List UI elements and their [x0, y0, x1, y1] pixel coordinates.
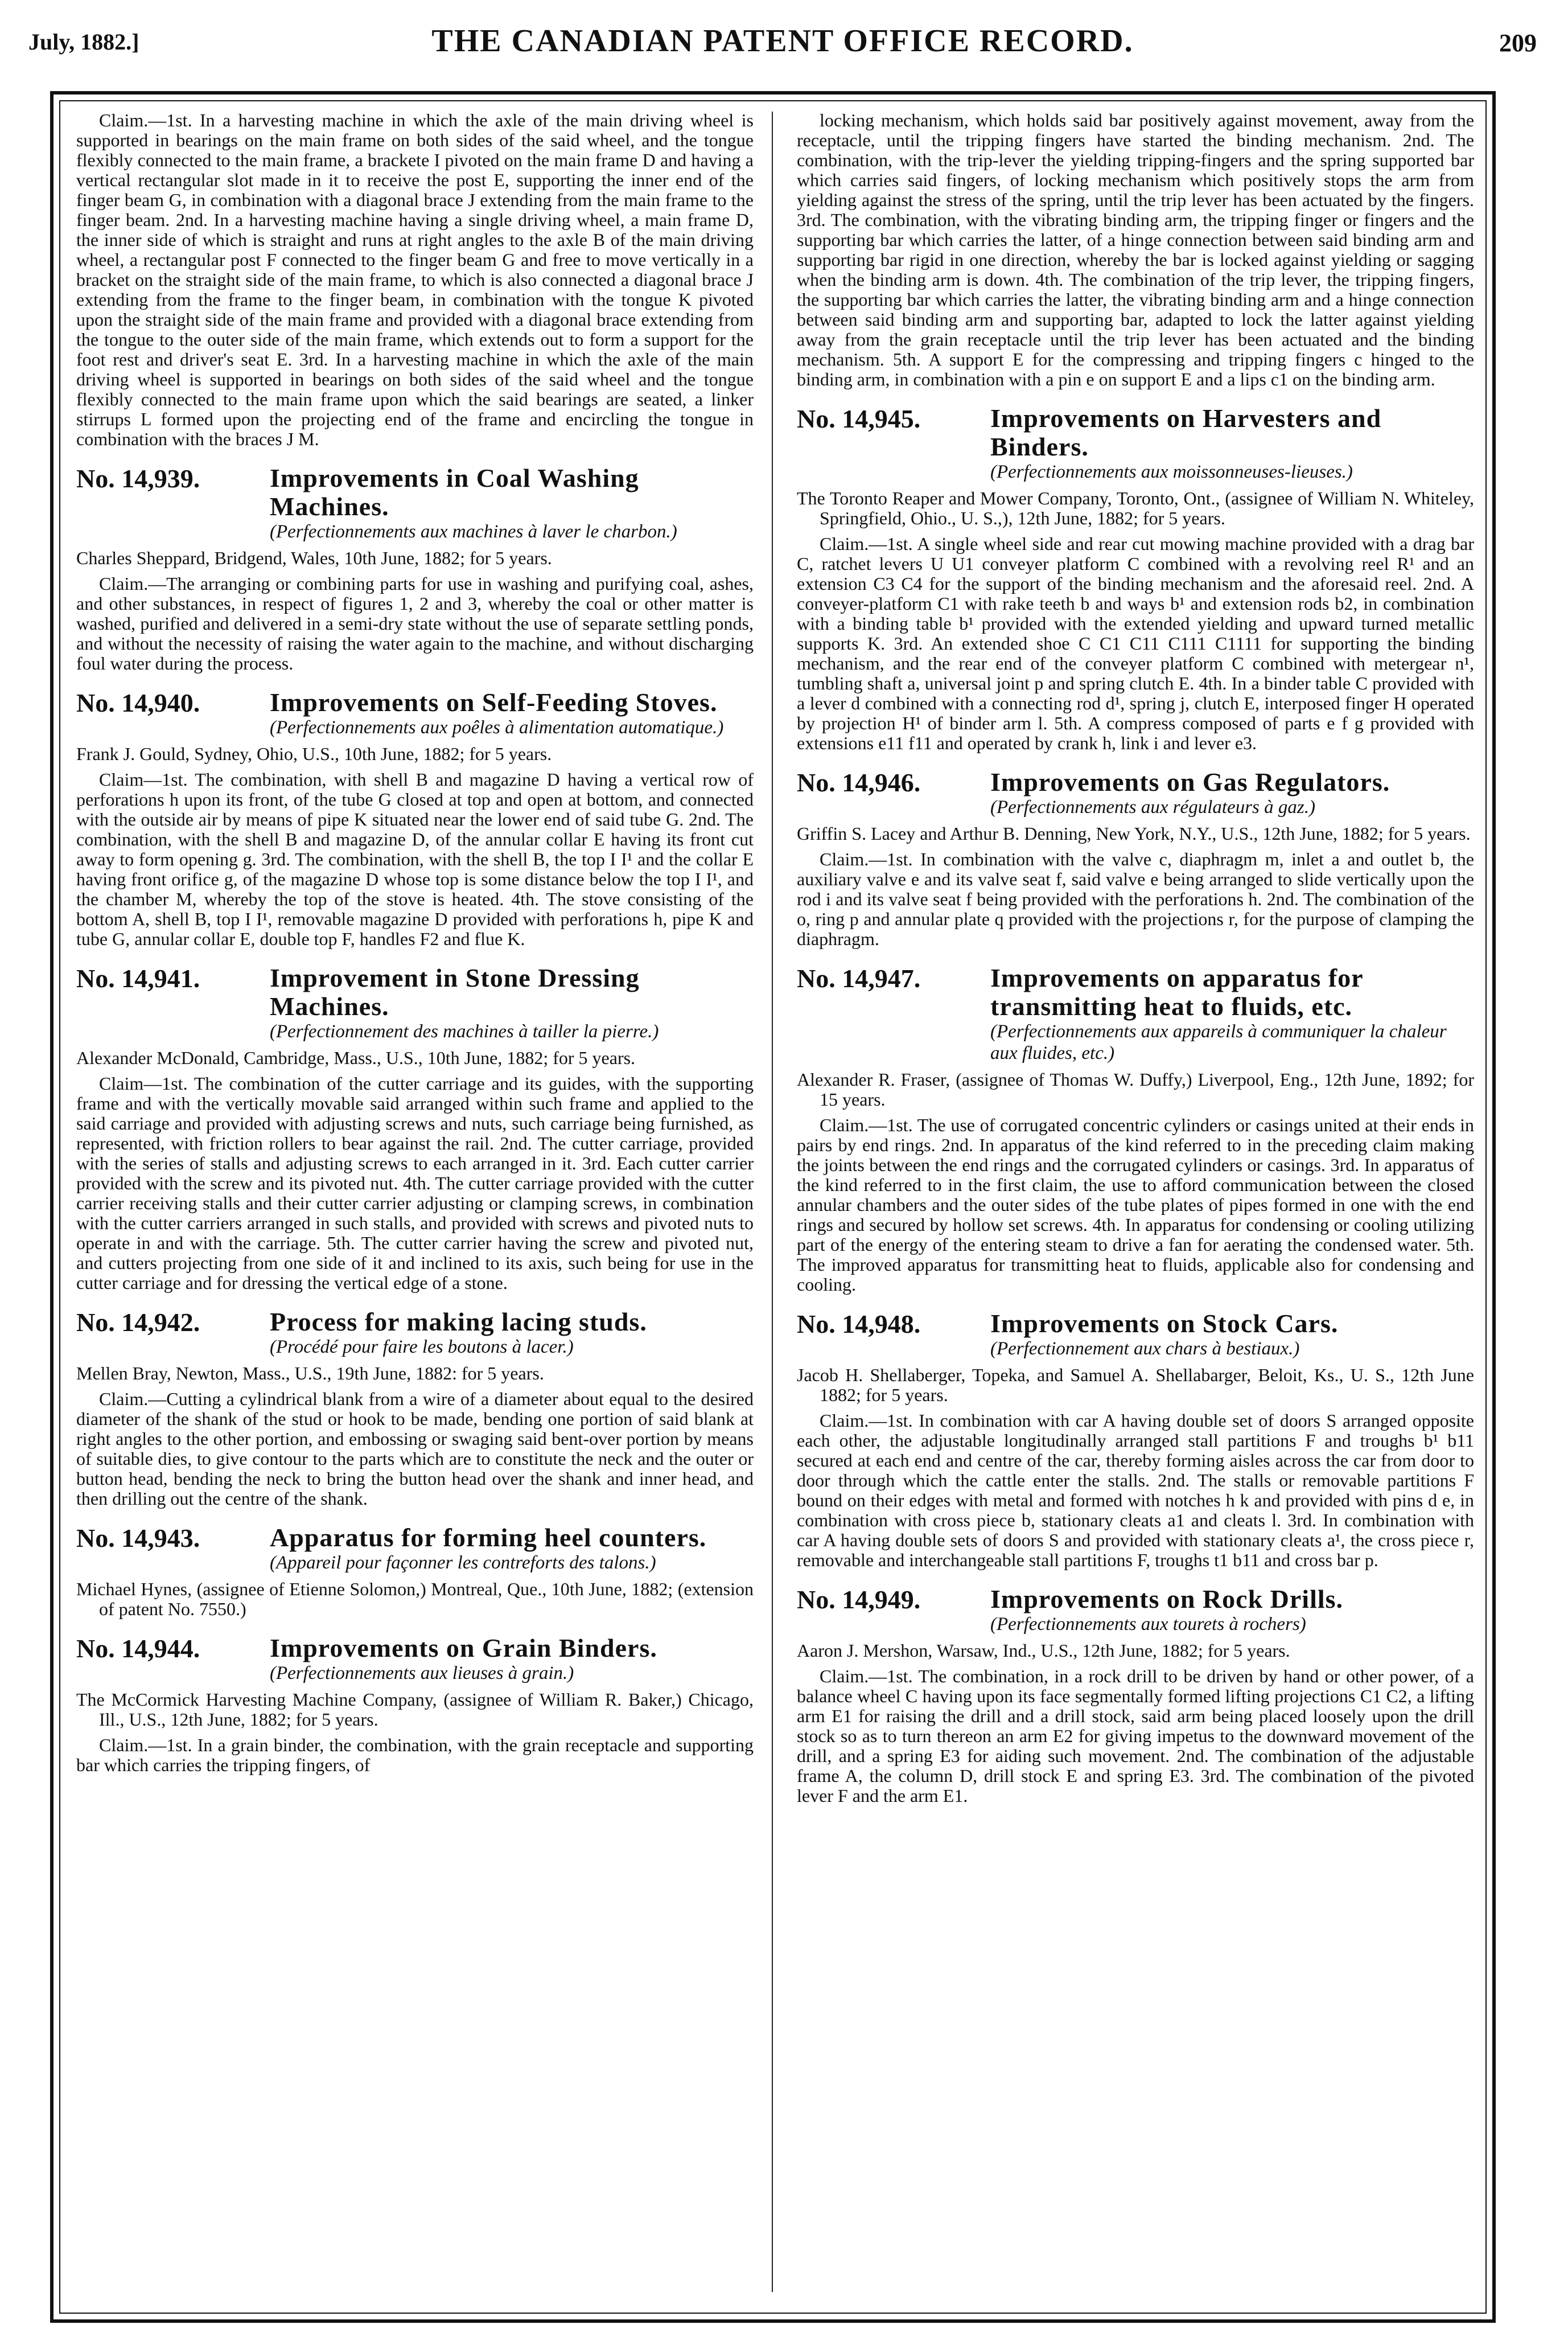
patent-title: Process for making lacing studs. — [270, 1307, 647, 1336]
claim-text: Claim.—1st. The combination, in a rock drill to be driven by hand or other power, of a balance wheel C having upon its face segmentally formed lifting projections C1 C2, a lifting arm E1 for raising the drill and a drill stock, said arm being placed loosely upon the drill stock so as to turn thereon an arm E2 for giving impetus to the downward movement of the drill, and a spring E3 for aiding such movement. 2nd. The combination of the adjustable frame A, the column D, drill stock E and spring E3. 3rd. The combination of the pivoted lever F and the arm E1. — [797, 1666, 1474, 1806]
patent-entry — [797, 1585, 1474, 1806]
patent-title: Improvements on Stock Cars. — [990, 1309, 1339, 1338]
patent-title: Improvements on apparatus for transmitting heat to fluids, etc. — [990, 963, 1363, 1021]
entry-heading — [76, 1523, 754, 1574]
entry-heading — [797, 1585, 1474, 1635]
entry-heading — [76, 688, 754, 738]
applicant-info: Michael Hynes, (assignee of Etienne Solomon,) Montreal, Que., 10th June, 1882; (extension of patent No. 7550.) — [76, 1579, 754, 1619]
patent-entry — [76, 688, 754, 949]
patent-entry — [797, 768, 1474, 949]
page-number: 209 — [1499, 29, 1537, 57]
applicant-info: Aaron J. Mershon, Warsaw, Ind., U.S., 12th June, 1882; for 5 years. — [797, 1640, 1290, 1661]
french-title: (Perfectionnements aux lieuses à grain.) — [270, 1663, 574, 1683]
entry-heading — [797, 768, 1474, 818]
patent-number: No. 14,948. — [797, 1309, 921, 1338]
claim-text: Claim.—The arranging or combining parts for use in washing and purifying coal, ashes, and other substances, in respect of figures 1, 2 and 3, whereby the coal or other matter is washed, purified and delivered in a semi-dry state without the use of separate settling ponds, and without the necessity of raising the water again to the machine, and without discharging foul water during the process. — [76, 573, 754, 674]
applicant-info: Frank J. Gould, Sydney, Ohio, U.S., 10th June, 1882; for 5 years. — [76, 744, 552, 764]
right-entries — [797, 404, 1474, 1806]
applicant-info: Jacob H. Shellaberger, Topeka, and Samuel A. Shellabarger, Beloit, Ks., U. S., 12th June 1882; for 5 years. — [797, 1365, 1474, 1405]
applicant-info: Mellen Bray, Newton, Mass., U.S., 19th June, 1882: for 5 years. — [76, 1363, 544, 1383]
title-block — [990, 1585, 1474, 1635]
patent-title: Improvement in Stone Dressing Machines. — [270, 963, 640, 1021]
entry-heading — [76, 1634, 754, 1684]
title-block — [270, 1523, 754, 1574]
applicant-info: The McCormick Harvesting Machine Company, (assignee of William R. Baker,) Chicago, Ill., U.S., 12th June, 1882; for 5 years. — [76, 1689, 754, 1730]
patent-number: No. 14,946. — [797, 768, 921, 797]
publication-title: THE CANADIAN PATENT OFFICE RECORD. — [431, 23, 1134, 59]
patent-entry — [76, 1523, 754, 1619]
applicant-info: The Toronto Reaper and Mower Company, Toronto, Ont., (assignee of William N. Whiteley, Springfield, Ohio., U. S.,), 12th June, 1882; for 5 years. — [797, 488, 1474, 528]
title-block — [990, 768, 1474, 818]
entry-heading — [76, 1308, 754, 1358]
continued-claim: locking mechanism, which holds said bar positively against movement, away from the receptacle, until the tripping fingers have started the binding mechanism. 2nd. The combination, with the trip-lever the yielding tripping-fingers and the spring supported bar which carries said fingers, of locking mechanism which positively stops the arm from yielding against the stress of the spring, until the trip lever has been actuated by the fingers. 3rd. The combination, with the vibrating binding arm, the tripping finger or fingers and the supporting bar which carries the latter, of a hinge connection between said binding arm and supporting bar rigid in one direction, whereby the bar is locked against yielding or sagging when the binding arm is down. 4th. The combination of the trip lever, the tripping fingers, the supporting bar which carries the latter, the vibrating binding arm and a hinge connection between said binding arm and supporting bar, adapted to lock the latter against yielding away from the grain receptacle until the trip lever has been actuated and the binding mechanism. 5th. A support E for the compressing and tripping fingers c hinged to the binding arm, in combination with a pin e on support E and a lips c1 on the binding arm. — [797, 110, 1474, 389]
french-title: (Procédé pour faire les boutons à lacer.) — [270, 1337, 574, 1357]
entry-heading — [76, 964, 754, 1042]
applicant-info: Alexander R. Fraser, (assignee of Thomas W. Duffy,) Liverpool, Eng., 12th June, 1892; for 15 years. — [797, 1069, 1474, 1110]
patent-entry — [76, 964, 754, 1293]
patent-entry — [797, 964, 1474, 1295]
claim-text: Claim.—Cutting a cylindrical blank from a wire of a diameter about equal to the desired diameter of the shank of the stud or hook to be made, bending one portion of said blank at right angles to the other portion, and embossing or swaging said bent-over portion by means of suitable dies, to give contour to the parts which are to constitute the neck and the outer or button head, bending the neck to bring the button head over the shank and inner head, and then drilling out the centre of the shank. — [76, 1389, 754, 1509]
french-title: (Perfectionnements aux machines à laver le charbon.) — [270, 521, 677, 542]
claim-text: Claim.—1st. A single wheel side and rear cut mowing machine provided with a drag bar C, ratchet levers U U1 conveyer platform C combined with a revolving reel R¹ and an extension C3 C4 for the support of the binding mechanism and the aforesaid reel. 2nd. A conveyer-platform C1 with rake teeth b and ways b¹ and extension rods b2, in combination with a binding table b¹ provided with the extended yielding and upward turned metallic supports K. 3rd. An extended shoe C C1 C11 C111 C1111 for supporting the binding mechanism, and the rear end of the conveyer platform C combined with metergear n¹, tumbling shaft a, universal joint p and spring clutch E. 4th. In a binder table C provided with a lever d combined with a connecting rod d¹, spring j, clutch E, interposed finger H operated by projection H¹ of binder arm l. 5th. A compress composed of parts e f g provided with extensions e11 f11 and operated by crank h, link i and lever e3. — [797, 533, 1474, 753]
left-entries — [76, 464, 754, 1775]
patent-number: No. 14,942. — [76, 1308, 200, 1337]
title-block — [990, 1309, 1474, 1360]
patent-entry — [76, 464, 754, 674]
entry-heading — [797, 1309, 1474, 1360]
patent-title: Improvements on Rock Drills. — [990, 1584, 1344, 1613]
left-column — [76, 110, 754, 2285]
title-block — [270, 688, 754, 738]
patent-title: Improvements on Gas Regulators. — [990, 767, 1390, 796]
entry-heading — [76, 464, 754, 543]
patent-number: No. 14,945. — [797, 404, 921, 433]
patent-entry — [797, 1309, 1474, 1570]
patent-title: Improvements on Grain Binders. — [270, 1633, 657, 1662]
claim-text: Claim.—1st. The use of corrugated concentric cylinders or casings united at their ends in pairs by end rings. 2nd. In apparatus of the kind referred to in the preceding claim making the joints between the end rings and the corrugated cylinders or casings. 3rd. In apparatus of the kind referred to in the first claim, the use to afford communication between the closed annular chambers and the outer sides of the tube plates of pipes formed in one with the end rings and secured by hollow set screws. 4th. In apparatus for condensing or cooling utilizing part of the energy of the entering steam to drive a fan for aerating the condensed water. 5th. The improved apparatus for transmitting heat to fluids, applicable also for condensing and cooling. — [797, 1115, 1474, 1295]
patent-entry — [76, 1634, 754, 1775]
title-block — [270, 464, 754, 543]
claim-text: Claim—1st. The combination of the cutter carriage and its guides, with the supporting frame and with the vertically movable said arranged within such frame and applied to the said carriage and provided with adjusting screws and nuts, such carriage being furnished, as represented, with friction rollers to bear against the rail. 2nd. The cutter carriage, provided with the series of stalls and adjusting screws to each arranged in it. 3rd. Each cutter carrier provided with the screw and its pivoted nut. 4th. The cutter carriage provided with the cutter carrier receiving stalls and their cutter carrier adjusting or clamping screws, in combination with the cutter carriers arranged in such stalls, and provided with screws and pivoted nuts to operate in and with the carriage. 5th. The cutter carrier having the screw and pivoted nut, and cutters projecting from one side of it and inclined to its axis, such being for use in the cutter carriage and for dressing the vertical edge of a stone. — [76, 1073, 754, 1293]
french-title: (Appareil pour façonner les contreforts des talons.) — [270, 1553, 656, 1573]
patent-title: Improvements in Coal Washing Machines. — [270, 463, 639, 521]
page-header — [28, 23, 1537, 74]
claim-text: Claim.—1st. In combination with the valve c, diaphragm m, inlet a and outlet b, the auxiliary valve e and its valve seat f, said valve e being arranged to slide vertically upon the rod i and its valve seat f being provided with the perforations h. 2nd. The combination of the o, ring p and annular plate q provided with the projections r, for the purpose of clamping the diaphragm. — [797, 849, 1474, 949]
applicant-info: Griffin S. Lacey and Arthur B. Denning, New York, N.Y., U.S., 12th June, 1882; for 5 years. — [797, 823, 1471, 844]
applicant-info: Alexander McDonald, Cambridge, Mass., U.S., 10th June, 1882; for 5 years. — [76, 1048, 636, 1068]
patent-entry — [76, 1308, 754, 1509]
french-title: (Perfectionnements aux appareils à communiquer la chaleur aux fluides, etc.) — [990, 1021, 1447, 1063]
right-column — [797, 110, 1474, 2285]
entry-heading — [797, 404, 1474, 483]
patent-number: No. 14,939. — [76, 464, 200, 493]
french-title: (Perfectionnement aux chars à bestiaux.) — [990, 1338, 1300, 1359]
title-block — [270, 1634, 754, 1684]
claim-text: Claim.—1st. In combination with car A having double set of doors S arranged opposite each other, the adjustable longitudinally arranged stall partitions F and troughs b¹ b11 secured at each end and centre of the car, thereby forming aisles across the car from door to door through which the cattle enter the stalls. 2nd. The stalls or removable partitions F bound on their edges with metal and formed with notches h k and provided with pins d e, in combination with cross piece b, stationary cleats a1 and cleats l. 3rd. In combination with car A having double sets of doors S and provided with stationary cleats a¹, the cross piece r, removable and interchangeable stall partitions F, troughs t1 b11 and cross bar p. — [797, 1410, 1474, 1570]
french-title: (Perfectionnement des machines à tailler la pierre.) — [270, 1021, 659, 1042]
french-title: (Perfectionnements aux tourets à rochers) — [990, 1614, 1306, 1635]
patent-title: Apparatus for forming heel counters. — [270, 1523, 707, 1552]
french-title: (Perfectionnements aux moissonneuses-lieuses.) — [990, 462, 1353, 482]
patent-number: No. 14,940. — [76, 688, 200, 717]
issue-date: July, 1882.] — [28, 29, 139, 55]
title-block — [990, 964, 1474, 1064]
claim-text: Claim—1st. The combination, with shell B and magazine D having a vertical row of perforations h upon its front, of the tube G closed at top and open at bottom, and connected with the outside air by means of pipe K situated near the lower end of said tube G. 2nd. The combination, with the shell B and magazine D, of the annular collar E having its front cut away to form opening g. 3rd. The combination, with the shell B, the top I I¹ and the collar E having front orifice g, of the magazine D whose top is some distance below the top I I¹, and the chamber M, whereby the top of the stove is heated. 4th. The stove consisting of the bottom A, shell B, top I I¹, removable magazine D provided with perforations h, pipe K and tube G, annular collar E, double top F, handles F2 and flue K. — [76, 769, 754, 949]
applicant-info: Charles Sheppard, Bridgend, Wales, 10th June, 1882; for 5 years. — [76, 548, 552, 568]
patent-number: No. 14,949. — [797, 1585, 921, 1614]
title-block — [990, 404, 1474, 483]
patent-number: No. 14,941. — [76, 964, 200, 993]
page-frame — [50, 91, 1496, 2323]
claim-text: Claim.—1st. In a grain binder, the combination, with the grain receptacle and supporting bar which carries the tripping fingers, of — [76, 1735, 754, 1775]
entry-heading — [797, 964, 1474, 1064]
french-title: (Perfectionnements aux régulateurs à gaz.) — [990, 797, 1315, 818]
title-block — [270, 1308, 754, 1358]
patent-title: Improvements on Harvesters and Binders. — [990, 404, 1382, 461]
patent-number: No. 14,944. — [76, 1634, 200, 1663]
french-title: (Perfectionnements aux poêles à alimentation automatique.) — [270, 717, 724, 738]
patent-number: No. 14,947. — [797, 964, 921, 993]
continued-claim: Claim.—1st. In a harvesting machine in which the axle of the main driving wheel is supported in bearings on the main frame on both sides of the said wheel, and the tongue flexibly connected to the main frame, a brackete I pivoted on the main frame D and having a vertical rectangular slot made in it to receive the post E, supporting the inner end of the finger beam G, in combination with a diagonal brace J extending from the main frame to the finger beam. 2nd. In a harvesting machine having a single driving wheel, a main frame D, the inner side of which is straight and runs at right angles to the axle B of the main driving wheel, a rectangular post F connected to the finger beam G and free to move vertically in a bracket on the straight side of the main frame, to which is also connected a diagonal brace J extending from the frame to the finger beam, in combination with the tongue K pivoted upon the straight side of the main frame and provided with a diagonal brace extending from the tongue to the outer side of the main frame, which extends out to form a support for the foot rest and driver's seat E. 3rd. In a harvesting machine in which the axle of the main driving wheel is supported in bearings on both sides of the said wheel and the tongue flexibly connected to the main frame upon which the said bearings are seated, a linker stirrups L formed upon the projecting end of the frame and encircling the tongue in combination with the braces J M. — [76, 110, 754, 449]
patent-title: Improvements on Self-Feeding Stoves. — [270, 688, 718, 717]
title-block — [270, 964, 754, 1042]
patent-number: No. 14,943. — [76, 1523, 200, 1553]
patent-entry — [797, 404, 1474, 753]
column-divider — [772, 112, 773, 2292]
